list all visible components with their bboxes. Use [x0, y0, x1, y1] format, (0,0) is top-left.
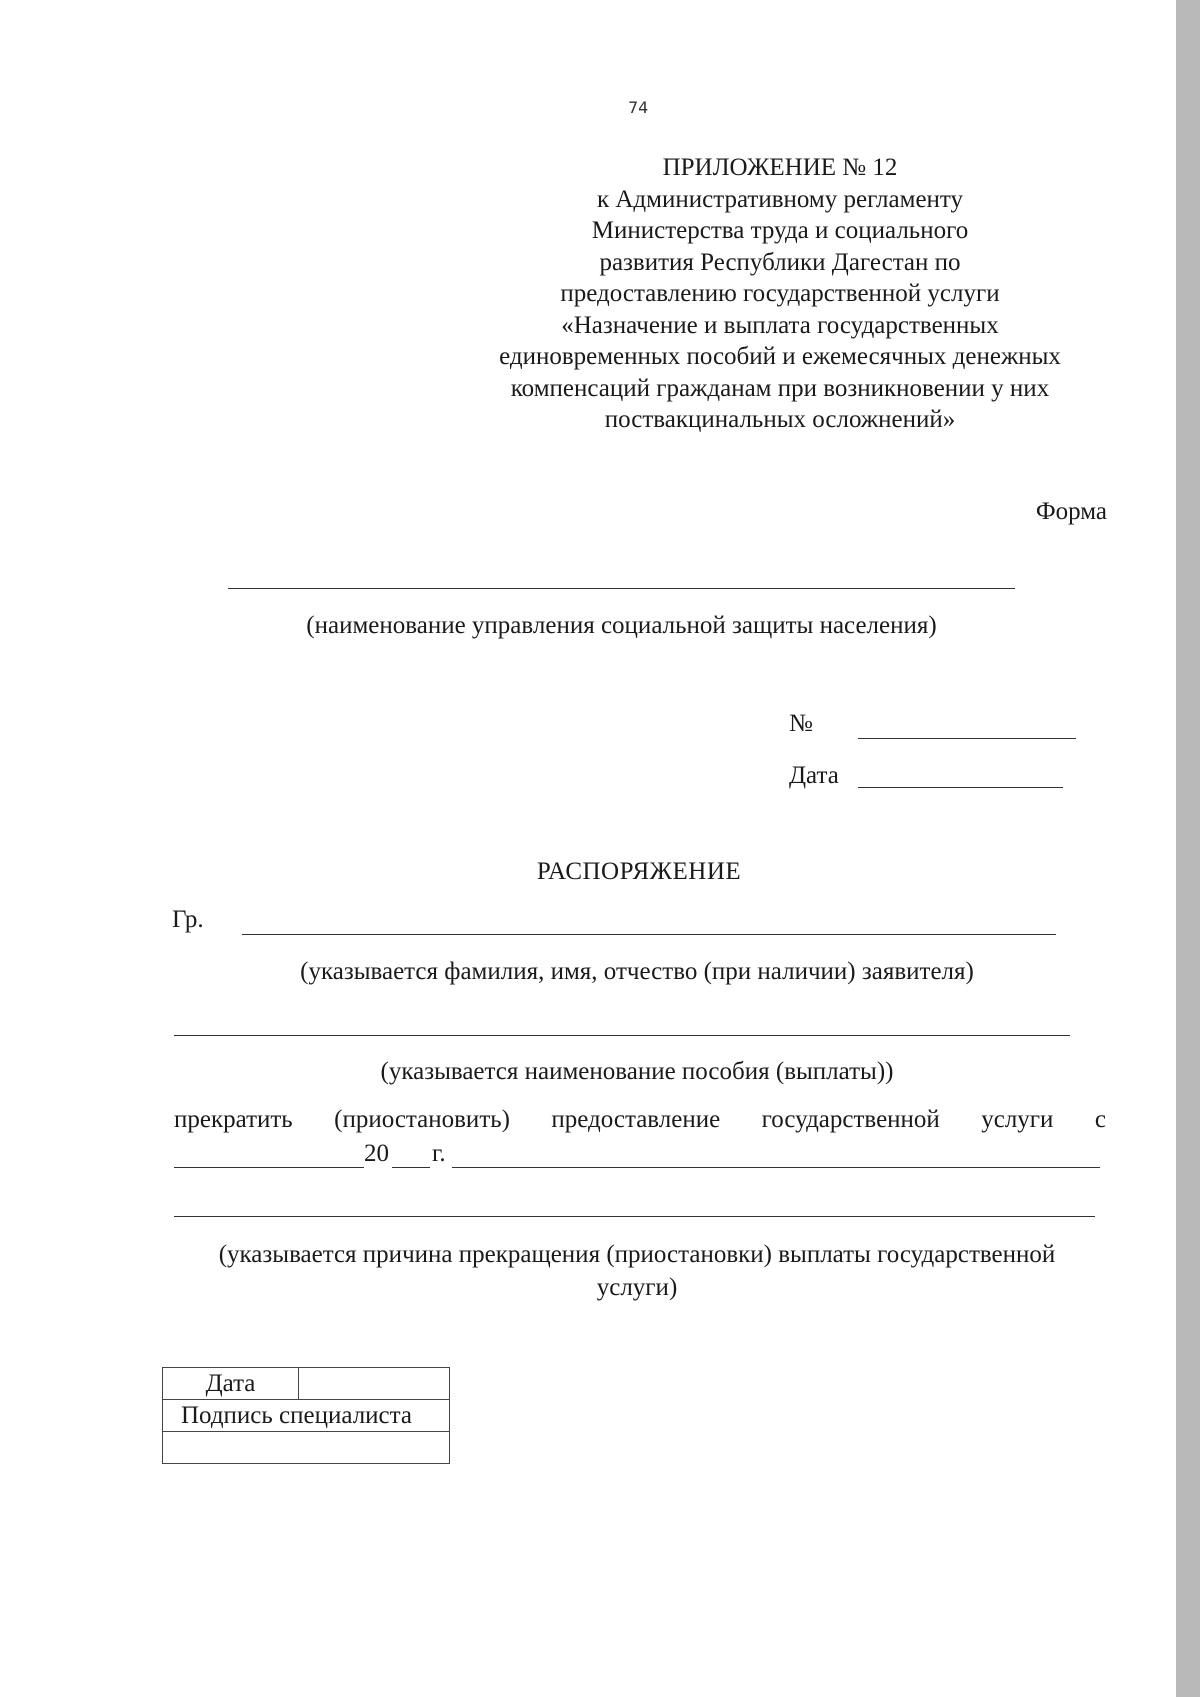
action-line	[174, 1106, 1106, 1134]
signature-field[interactable]	[163, 1432, 450, 1464]
action-word: государственной	[761, 1106, 940, 1133]
table-row	[163, 1368, 450, 1400]
date-label: Дата	[789, 762, 839, 789]
table-row	[163, 1432, 450, 1464]
reason-caption-line: услуги)	[596, 1274, 678, 1301]
start-day-month-field[interactable]	[174, 1167, 364, 1168]
appendix-line: «Назначение и выплата государственных	[561, 311, 999, 339]
reason-caption-line: (указывается причина прекращения (приостановки) выплаты государственной	[218, 1241, 1056, 1268]
date-cell-value[interactable]	[299, 1368, 450, 1400]
form-label: Форма	[1035, 498, 1107, 525]
date-field[interactable]	[858, 787, 1063, 788]
action-word: услуги	[981, 1106, 1054, 1133]
appendix-line: компенсаций гражданам при возникновении у них	[510, 374, 1050, 402]
date-cell-label: Дата	[163, 1368, 299, 1400]
citizen-name-field[interactable]	[242, 934, 1056, 935]
table-row	[163, 1400, 450, 1432]
reason-caption	[174, 1238, 1100, 1304]
citizen-label: Гр.	[172, 906, 204, 933]
action-word: предоставление	[551, 1106, 721, 1133]
document-title: РАСПОРЯЖЕНИЕ	[536, 858, 742, 885]
action-word: с	[1094, 1106, 1106, 1133]
year-field[interactable]	[392, 1167, 430, 1168]
reason-field[interactable]	[174, 1216, 1095, 1217]
page-number: 74	[628, 98, 649, 117]
action-word: прекратить	[174, 1106, 293, 1133]
appendix-line: предоставлению государственной услуги	[560, 280, 1000, 307]
year-suffix: г.	[432, 1140, 446, 1167]
benefit-name-field[interactable]	[174, 1035, 1070, 1036]
benefit-caption: (указывается наименование пособия (выплаты))	[380, 1058, 894, 1085]
department-name-line[interactable]	[228, 588, 1015, 589]
number-field[interactable]	[858, 738, 1076, 739]
signature-label: Подпись специалиста	[163, 1400, 450, 1432]
signature-table	[162, 1367, 450, 1464]
start-date-line	[174, 1140, 1100, 1170]
department-caption: (наименование управления социальной защиты населения)	[306, 612, 937, 639]
appendix-title: ПРИЛОЖЕНИЕ № 12	[662, 154, 898, 181]
appendix-line: единовременных пособий и ежемесячных денежных	[499, 343, 1061, 370]
action-word: (приостановить)	[334, 1106, 510, 1133]
appendix-line: развития Республики Дагестан по	[599, 248, 961, 276]
appendix-header	[470, 152, 1090, 436]
appendix-line: поствакцинальных осложнений»	[604, 406, 956, 433]
appendix-line: Министерства труда и социального	[591, 217, 969, 244]
year-prefix: 20	[364, 1140, 389, 1167]
scan-edge	[1176, 0, 1200, 1697]
remainder-field[interactable]	[452, 1167, 1100, 1168]
appendix-line: к Административному регламенту	[596, 185, 964, 213]
number-label: №	[789, 710, 813, 737]
citizen-caption: (указывается фамилия, имя, отчество (при наличии) заявителя)	[300, 958, 974, 985]
